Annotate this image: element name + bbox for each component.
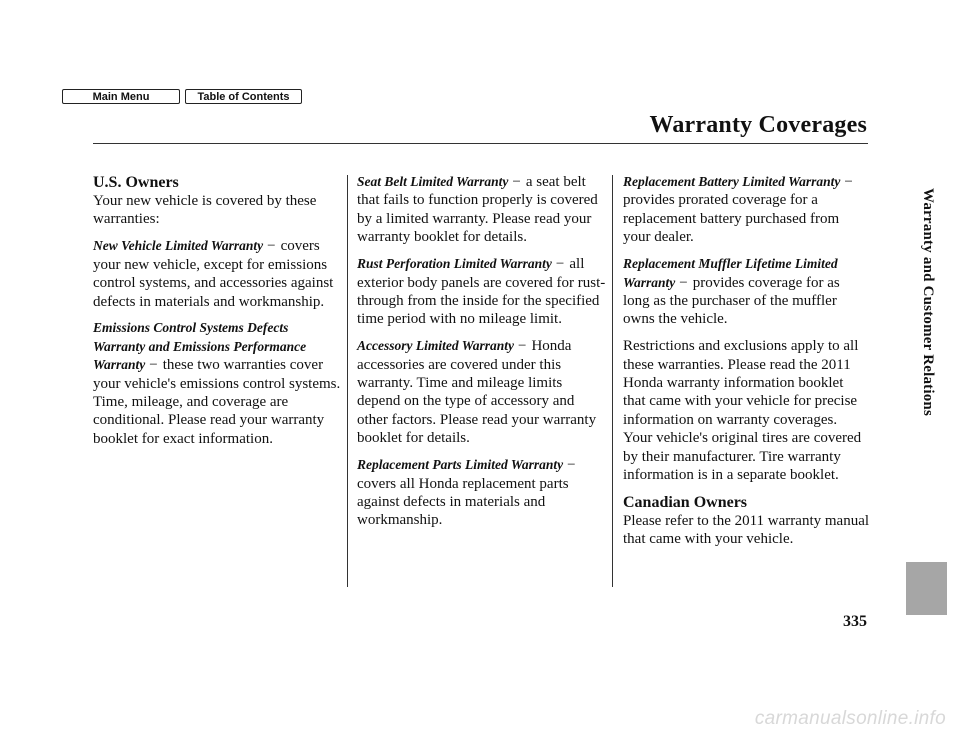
main-menu-button[interactable]: Main Menu <box>62 89 180 104</box>
warranty-description: provides coverage for as long as the purchaser of the muffler owns the vehicle. <box>623 274 840 328</box>
section-heading-us-owners: U.S. Owners <box>93 174 179 191</box>
column-divider-1 <box>347 175 348 587</box>
warranty-item <box>357 456 607 530</box>
em-dash: − <box>518 338 527 355</box>
warranty-item <box>357 173 607 247</box>
section-side-label: Warranty and Customer Relations <box>920 188 936 417</box>
warranty-term: Replacement Battery Limited Warranty <box>623 174 841 189</box>
warranty-term: Seat Belt Limited Warranty <box>357 174 509 189</box>
warranty-item <box>623 173 869 247</box>
em-dash: − <box>567 457 576 474</box>
em-dash: − <box>844 174 853 190</box>
warranty-description: covers all Honda replacement parts against defects in materials and workmanship. <box>357 475 569 529</box>
table-of-contents-button[interactable]: Table of Contents <box>185 89 302 104</box>
canadian-paragraph: Please refer to the 2011 warranty manual that came with your vehicle. <box>623 513 870 548</box>
watermark: carmanualsonline.info <box>754 708 946 729</box>
warranty-term: New Vehicle Limited Warranty <box>93 238 264 254</box>
page-number: 335 <box>843 613 867 630</box>
em-dash: − <box>512 174 521 190</box>
restrictions-paragraph: Restrictions and exclusions apply to all these warranties. Please read the 2011 Honda warranty information booklet that came with your vehicle for precise information on warranty coverages. Your vehicle's original tires are covered by their manufacturer. Tire warranty information is in a separate booklet. <box>623 338 862 484</box>
column-2 <box>357 173 607 538</box>
warranty-term: Replacement Parts Limited Warranty <box>357 457 564 473</box>
warranty-description: these two warranties cover your vehicle's emissions control systems. Time, mileage, and coverage are conditional. Please read your warranty booklet for exact information. <box>93 357 341 447</box>
em-dash: − <box>267 238 276 255</box>
warranty-term: Emissions Control Systems Defects Warranty and Emissions Performance Warranty <box>93 320 307 373</box>
warranty-item <box>623 255 869 329</box>
warranty-item <box>357 255 607 329</box>
warranty-term: Accessory Limited Warranty <box>357 338 514 354</box>
em-dash: − <box>555 256 565 273</box>
section-tab-marker <box>906 562 947 615</box>
warranty-item <box>93 237 341 311</box>
section-heading-canadian-owners: Canadian Owners <box>623 494 748 511</box>
warranty-item <box>357 337 607 447</box>
warranty-description: Honda accessories are covered under this warranty. Time and mileage limits depend on the type of accessory and other factors. Please read your warranty booklet for details. <box>357 338 597 447</box>
header-divider <box>93 143 868 144</box>
warranty-description: all exterior body panels are covered for rust-through from the inside for the specified time period with no mileage limit. <box>357 256 606 328</box>
warranty-description: a seat belt that fails to function properly is covered by a limited warranty. Please read your warranty booklet for details. <box>357 174 598 246</box>
column-1 <box>93 173 341 457</box>
em-dash: − <box>149 357 158 374</box>
warranty-term: Replacement Muffler Lifetime Limited Warranty <box>623 256 838 290</box>
intro-paragraph: Your new vehicle is covered by these warranties: <box>93 193 317 228</box>
column-divider-2 <box>612 175 613 587</box>
em-dash: − <box>679 274 688 291</box>
warranty-item <box>93 319 341 448</box>
warranty-term: Rust Perforation Limited Warranty <box>357 256 552 272</box>
page-title: Warranty Coverages <box>649 112 867 138</box>
warranty-description: provides prorated coverage for a replacement battery purchased from your dealer. <box>623 192 840 246</box>
warranty-description: covers your new vehicle, except for emissions control systems, and accessories against defects in materials and workmanship. <box>93 238 334 310</box>
column-3 <box>623 173 869 557</box>
